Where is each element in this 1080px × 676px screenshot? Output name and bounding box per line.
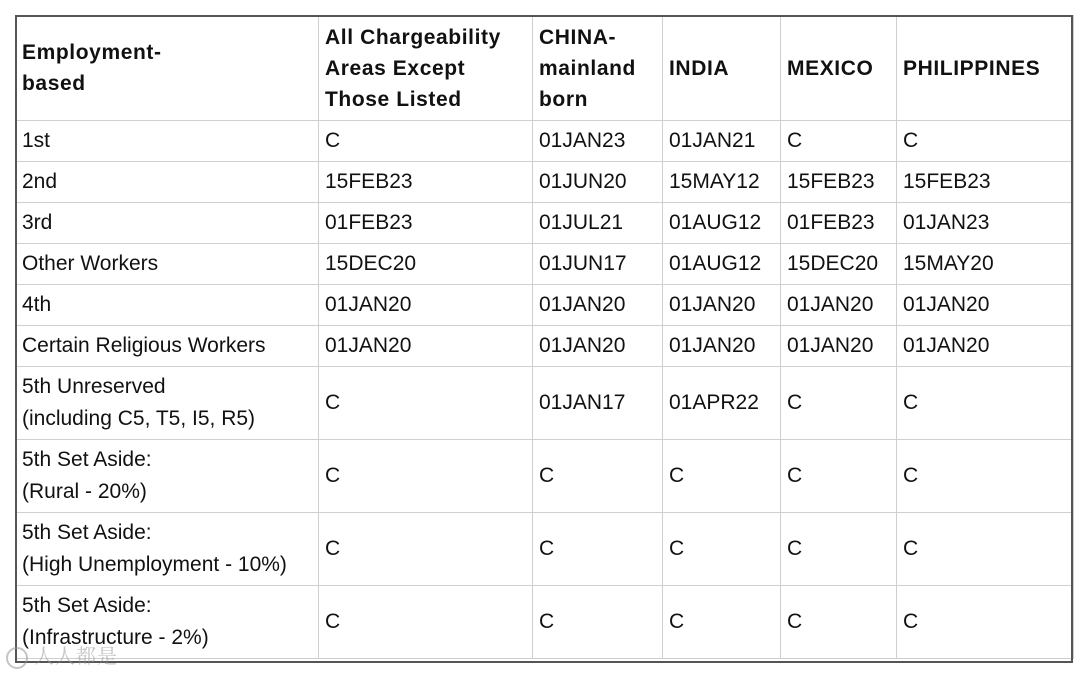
table-cell: 01JAN20 xyxy=(897,326,1074,367)
table-row xyxy=(16,203,1074,244)
row-label: 3rd xyxy=(16,203,319,244)
header-employment-based: Employment- based xyxy=(16,16,319,121)
row-label: 1st xyxy=(16,121,319,162)
table-cell: C xyxy=(319,121,533,162)
row-label: 2nd xyxy=(16,162,319,203)
table-cell: C xyxy=(533,440,663,513)
header-india: INDIA xyxy=(663,16,781,121)
table-cell: 01JUL21 xyxy=(533,203,663,244)
table-cell: 01JUN17 xyxy=(533,244,663,285)
table-cell: 01JAN17 xyxy=(533,367,663,440)
table-cell: 15FEB23 xyxy=(781,162,897,203)
table-cell: C xyxy=(533,513,663,586)
table-row xyxy=(16,285,1074,326)
table-cell: 15FEB23 xyxy=(319,162,533,203)
table-cell: C xyxy=(897,513,1074,586)
table-cell: 15MAY12 xyxy=(663,162,781,203)
table-cell: 01JAN21 xyxy=(663,121,781,162)
table-row xyxy=(16,326,1074,367)
table-cell: C xyxy=(781,586,897,659)
table-row xyxy=(16,367,1074,440)
table-cell: C xyxy=(781,121,897,162)
table-cell: 01JAN23 xyxy=(533,121,663,162)
table-cell: 01JAN20 xyxy=(897,285,1074,326)
table-cell: 01JAN20 xyxy=(533,285,663,326)
row-label: 5th Set Aside: (Infrastructure - 2%) xyxy=(16,586,319,659)
table-cell: C xyxy=(781,440,897,513)
watermark xyxy=(6,640,118,669)
table-row xyxy=(16,162,1074,203)
table-cell: 01JAN20 xyxy=(319,326,533,367)
row-label: 5th Set Aside: (Rural - 20%) xyxy=(16,440,319,513)
table-cell: C xyxy=(319,440,533,513)
table-cell: 01JAN20 xyxy=(663,326,781,367)
table-cell: 15DEC20 xyxy=(781,244,897,285)
table-cell: C xyxy=(663,440,781,513)
table-row xyxy=(16,586,1074,659)
table-cell: 01JAN23 xyxy=(897,203,1074,244)
header-mexico: MEXICO xyxy=(781,16,897,121)
table-cell: 01AUG12 xyxy=(663,244,781,285)
header-china: CHINA- mainland born xyxy=(533,16,663,121)
table-cell: 15MAY20 xyxy=(897,244,1074,285)
table-cell: 01JAN20 xyxy=(781,326,897,367)
table-cell: C xyxy=(533,586,663,659)
table-cell: 01JAN20 xyxy=(781,285,897,326)
row-label: 4th xyxy=(16,285,319,326)
row-label: Certain Religious Workers xyxy=(16,326,319,367)
watermark-logo-icon xyxy=(6,647,28,669)
table-cell: C xyxy=(897,586,1074,659)
table-cell: 01JAN20 xyxy=(319,285,533,326)
row-label: 5th Set Aside: (High Unemployment - 10%) xyxy=(16,513,319,586)
header-all-chargeability: All Chargeability Areas Except Those Listed xyxy=(319,16,533,121)
header-philippines: PHILIPPINES xyxy=(897,16,1074,121)
row-label: 5th Unreserved (including C5, T5, I5, R5) xyxy=(16,367,319,440)
table-row xyxy=(16,440,1074,513)
table-cell: 01FEB23 xyxy=(319,203,533,244)
table-cell: 15DEC20 xyxy=(319,244,533,285)
table-cell: C xyxy=(897,440,1074,513)
table-cell: 01AUG12 xyxy=(663,203,781,244)
table-cell: C xyxy=(781,367,897,440)
table-row xyxy=(16,513,1074,586)
table-cell: C xyxy=(897,121,1074,162)
table-cell: 01JAN20 xyxy=(663,285,781,326)
table-cell: C xyxy=(319,513,533,586)
watermark-text: 人人都是 xyxy=(34,644,118,668)
row-label: Other Workers xyxy=(16,244,319,285)
table-row xyxy=(16,121,1074,162)
table-cell: C xyxy=(663,586,781,659)
table-cell: C xyxy=(897,367,1074,440)
visa-bulletin-table xyxy=(15,15,1074,659)
table-cell: 01JAN20 xyxy=(533,326,663,367)
table-cell: C xyxy=(663,513,781,586)
table-cell: 01JUN20 xyxy=(533,162,663,203)
table-cell: C xyxy=(319,586,533,659)
table-cell: 01APR22 xyxy=(663,367,781,440)
table-row xyxy=(16,244,1074,285)
table-cell: C xyxy=(781,513,897,586)
header-row xyxy=(16,16,1074,121)
table-cell: 15FEB23 xyxy=(897,162,1074,203)
table-cell: 01FEB23 xyxy=(781,203,897,244)
table-cell: C xyxy=(319,367,533,440)
